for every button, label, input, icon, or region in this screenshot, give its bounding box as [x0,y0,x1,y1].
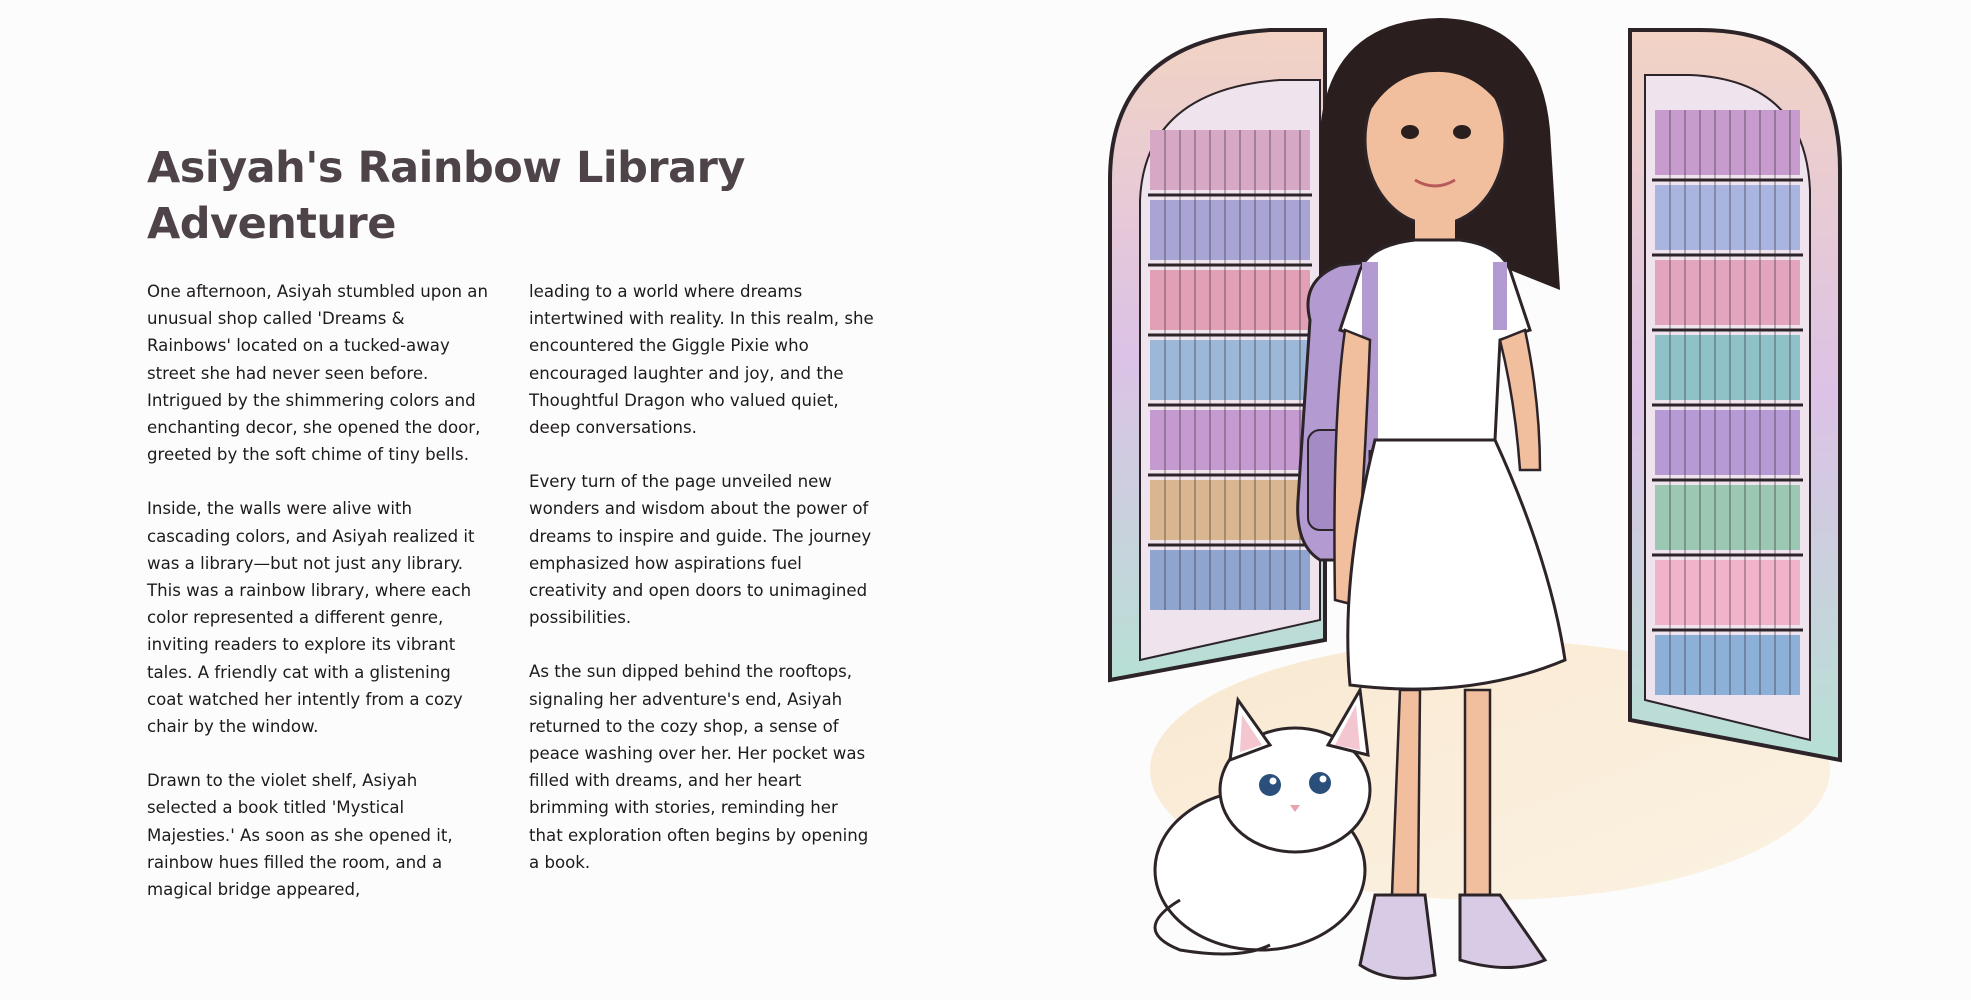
paragraph: leading to a world where dreams intertwined with reality. In this realm, she encountered the Giggle Pixie who encouraged laughter and joy, and the Thoughtful Dragon who valued quiet, deep conversations. [529,282,874,438]
story-illustration [1070,0,1971,1000]
text-column-1 [147,278,492,930]
paragraph: Inside, the walls were alive with cascading colors, and Asiyah realized it was a library—but not just any library. This was a rainbow library, where each color represented a different genre, inviting readers to explore its vibrant tales. A friendly cat with a glistening coat watched her intently from a cozy chair by the window. [147,499,475,737]
paragraph: Drawn to the violet shelf, Asiyah selected a book titled 'Mystical Majesties.' As soon as she opened it, rainbow hues filled the room, and a magical bridge appeared, [147,771,453,900]
paragraph: One afternoon, Asiyah stumbled upon an unusual shop called 'Dreams & Rainbows' located on a tucked-away street she had never seen before. Intrigued by the shimmering colors and enchanting decor, she opened the door, greeted by the soft chime of tiny bells. [147,282,488,465]
paragraph: As the sun dipped behind the rooftops, signaling her adventure's end, Asiyah returned to the cozy shop, a sense of peace washing over her. Her pocket was filled with dreams, and her heart brimming with stories, reminding her that exploration often begins by opening a book. [529,662,869,872]
story-title: Asiyah's Rainbow Library Adventure [147,143,745,249]
left-page [0,0,960,1000]
bookshelf-arch-left-icon [1110,30,1325,680]
library-scene-icon [1070,0,1971,1000]
paragraph: Every turn of the page unveiled new wonders and wisdom about the power of dreams to inspire and guide. The journey emphasized how aspirations fuel creativity and open doors to unimagined possibilities. [529,472,872,628]
text-column-2 [529,278,874,903]
bookshelf-arch-right-icon [1630,30,1840,760]
